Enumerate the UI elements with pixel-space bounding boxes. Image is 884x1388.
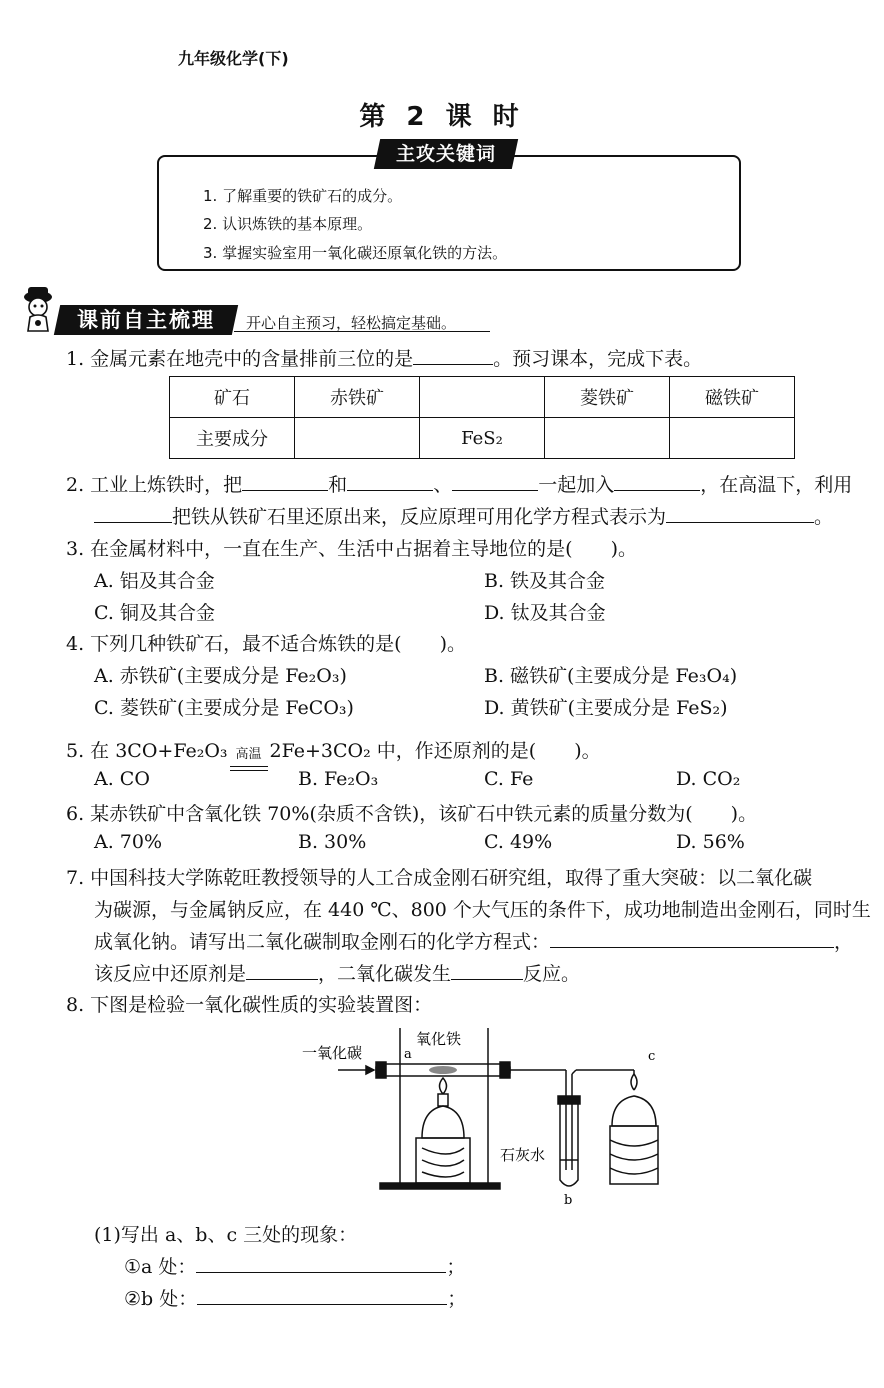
option-b[interactable]: B. 磁铁矿(主要成分是 Fe₃O₄) [484, 665, 738, 687]
question-7-line-3: 成氧化钠。请写出二氧化碳制取金刚石的化学方程式： ， [94, 927, 853, 954]
table-cell: 矿石 [170, 377, 295, 418]
label-c: c [648, 1049, 656, 1064]
question-8-answer-b: ②b 处： ； [124, 1284, 466, 1311]
lesson-title: 第 2 课 时 [359, 102, 525, 132]
question-8-sub-1: (1)写出 a、b、c 三处的现象： [94, 1224, 358, 1246]
table-cell: 主要成分 [170, 418, 295, 459]
option-d[interactable]: D. CO₂ [676, 768, 741, 790]
equals-sign [230, 766, 268, 771]
table-cell: 菱铁矿 [545, 377, 670, 418]
option-c[interactable]: C. Fe [484, 768, 534, 790]
keyword-item: 1. 了解重要的铁矿石的成分。 [203, 187, 403, 205]
book-header: 九年级化学(下) [178, 49, 289, 68]
question-5: 5. 在 3CO+Fe₂O₃ 高温 2Fe+3CO₂ 中，作还原剂的是( )。 [66, 736, 601, 763]
table-cell[interactable] [545, 418, 670, 459]
question-6: 6. 某赤铁矿中含氧化铁 70%(杂质不含铁)，该矿石中铁元素的质量分数为( )。 [66, 803, 758, 825]
mascot-icon [18, 283, 60, 335]
label-limewater: 石灰水 [500, 1146, 546, 1164]
section-subtitle: 开心自主预习，轻松搞定基础。 [246, 314, 457, 332]
keyword-item: 3. 掌握实验室用一氧化碳还原氧化铁的方法。 [203, 244, 508, 262]
answer-blank[interactable] [196, 1253, 446, 1273]
label-fe2o3: 氧化铁 [416, 1030, 462, 1048]
option-a[interactable]: A. 70% [94, 831, 163, 853]
table-cell[interactable] [295, 418, 420, 459]
label-b: b [564, 1193, 573, 1208]
option-d[interactable]: D. 钛及其合金 [484, 602, 606, 624]
option-a[interactable]: A. CO [94, 768, 150, 790]
label-co: 一氧化碳 [302, 1044, 363, 1062]
option-c[interactable]: C. 铜及其合金 [94, 602, 215, 624]
table-cell: FeS₂ [420, 418, 545, 459]
question-8: 8. 下图是检验一氧化碳性质的实验装置图： [66, 994, 433, 1016]
option-b[interactable]: B. 铁及其合金 [484, 570, 606, 592]
apparatus-diagram [298, 1020, 678, 1210]
answer-blank[interactable] [242, 471, 328, 491]
question-1: 1. 金属元素在地壳中的含量排前三位的是 。预习课本，完成下表。 [66, 344, 702, 371]
option-a[interactable]: A. 铝及其合金 [94, 570, 215, 592]
option-d[interactable]: D. 56% [676, 831, 745, 853]
label-a: a [404, 1047, 412, 1062]
answer-blank[interactable] [94, 503, 172, 523]
question-7-line-1: 7. 中国科技大学陈乾旺教授领导的人工合成金刚石研究组，取得了重大突破：以二氧化碳 [66, 867, 813, 889]
question-3: 3. 在金属材料中，一直在生产、生活中占据着主导地位的是( )。 [66, 538, 637, 560]
option-c[interactable]: C. 49% [484, 831, 553, 853]
answer-blank[interactable] [197, 1285, 447, 1305]
question-8-answer-a: ①a 处： ； [124, 1252, 465, 1279]
table-cell: 赤铁矿 [295, 377, 420, 418]
question-7-line-4: 该反应中还原剂是 ，二氧化碳发生 反应。 [94, 959, 580, 986]
table-cell[interactable] [670, 418, 795, 459]
question-2-line-2: 把铁从铁矿石里还原出来，反应原理可用化学方程式表示为 。 [94, 502, 833, 529]
question-4: 4. 下列几种铁矿石，最不适合炼铁的是( )。 [66, 633, 466, 655]
question-2-line-1: 2. 工业上炼铁时，把 和 、 一起加入 ，在高温下，利用 [66, 470, 852, 497]
table-cell: 磁铁矿 [670, 377, 795, 418]
answer-blank[interactable] [413, 345, 493, 365]
table-cell[interactable] [420, 377, 545, 418]
answer-blank[interactable] [347, 471, 433, 491]
keyword-item: 2. 认识炼铁的基本原理。 [203, 215, 373, 233]
answer-blank[interactable] [550, 928, 834, 948]
section-underline [234, 331, 490, 332]
ore-table [169, 376, 795, 459]
keywords-banner: 主攻关键词 [374, 139, 518, 169]
option-c[interactable]: C. 菱铁矿(主要成分是 FeCO₃) [94, 697, 354, 719]
answer-blank[interactable] [452, 471, 538, 491]
answer-blank[interactable] [666, 503, 814, 523]
reaction-condition: 高温 [235, 747, 262, 762]
answer-blank[interactable] [246, 960, 318, 980]
answer-blank[interactable] [614, 471, 700, 491]
option-b[interactable]: B. 30% [298, 831, 367, 853]
answer-blank[interactable] [451, 960, 523, 980]
option-a[interactable]: A. 赤铁矿(主要成分是 Fe₂O₃) [94, 665, 347, 687]
option-b[interactable]: B. Fe₂O₃ [298, 768, 379, 790]
question-7-line-2: 为碳源，与金属钠反应，在 440 ℃、800 个大气压的条件下，成功地制造出金刚石，同时生 [94, 899, 871, 921]
section-banner: 课前自主梳理 [54, 305, 238, 335]
option-d[interactable]: D. 黄铁矿(主要成分是 FeS₂) [484, 697, 728, 719]
